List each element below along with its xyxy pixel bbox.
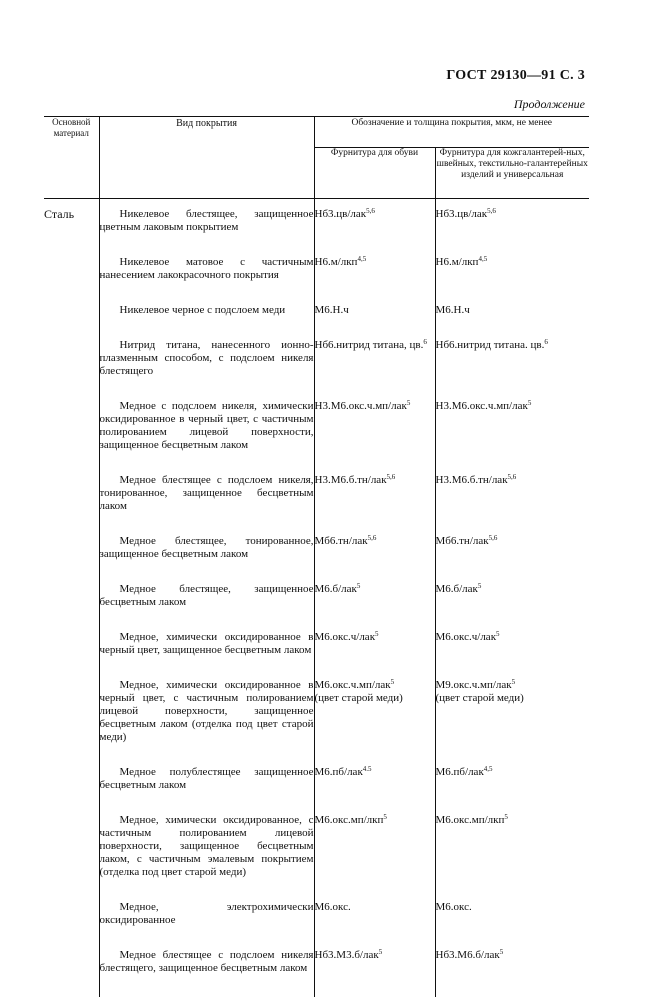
column-header-leather: Фурнитура для кожгалантерей-ных, швейных, текстильно-галантерейных изделий и универсальная (435, 148, 589, 199)
coating-type-text: Медное полублестящее защищенное бесцветным лаком (99, 766, 314, 791)
shoes-designation: М6.окс.ч.мп/лак (314, 679, 391, 691)
table-row (44, 814, 589, 901)
cell-coating-type (99, 766, 314, 814)
shoes-note: (цвет старой меди) (314, 692, 403, 704)
leather-designation: М6.пб/лак (435, 766, 484, 778)
table-row (44, 631, 589, 679)
table-row (44, 679, 589, 766)
shoes-designation: М6.окс.мп/лкп (314, 814, 384, 826)
cell-shoes (314, 814, 435, 901)
cell-shoes (314, 256, 435, 304)
cell-material (44, 304, 99, 339)
cell-shoes (314, 901, 435, 949)
cell-leather (435, 583, 589, 631)
table-row (44, 339, 589, 400)
cell-coating-type (99, 208, 314, 256)
cell-coating-type (99, 814, 314, 901)
shoes-designation: М6.окс.ч/лак (314, 631, 376, 643)
continuation-label: Продолжение (513, 97, 585, 111)
cell-material (44, 339, 99, 400)
table-row (44, 766, 589, 814)
leather-designation: М9.окс.ч.мп/лак (435, 679, 512, 691)
table-row (44, 400, 589, 474)
cell-shoes (314, 208, 435, 256)
leather-footnote-ref: 5 (511, 678, 516, 686)
coating-type-text: Медное, химически оксидированное в черный цвет, защищенное бесцветным лаком (99, 631, 314, 656)
leather-footnote-ref: 5 (496, 630, 500, 638)
leather-footnote-ref: 5 (527, 399, 532, 407)
cell-coating-type (99, 256, 314, 304)
cell-material (44, 901, 99, 949)
cell-leather (435, 631, 589, 679)
coating-type-text: Медное, химически оксидированное, с частичным полированием лицевой поверхности, защищенное бесцветным лаком, с частичным эмалевым покрытием (отделка под цвет старой меди) (99, 814, 314, 878)
coating-type-text: Никелевое блестящее, защищенное цветным лаковым покрытием (99, 208, 314, 233)
table-row (44, 949, 589, 997)
shoes-designation: М6.Н.ч (314, 304, 349, 316)
cell-coating-type (99, 339, 314, 400)
shoes-footnote-ref: 5,6 (386, 473, 396, 481)
cell-material (44, 535, 99, 583)
cell-leather (435, 949, 589, 997)
shoes-footnote-ref: 5 (378, 948, 383, 956)
shoes-footnote-ref: 4.5 (362, 765, 372, 773)
cell-leather (435, 339, 589, 400)
cell-material (44, 631, 99, 679)
column-header-material: Основной материал (44, 117, 99, 199)
shoes-footnote-ref: 5 (356, 582, 361, 590)
cell-coating-type (99, 583, 314, 631)
cell-leather (435, 901, 589, 949)
coating-type-text: Никелевое матовое с частичным нанесением лакокрасочного покрытия (99, 256, 314, 281)
leather-designation: М6.Н.ч (435, 304, 470, 316)
leather-designation: Мб6.тн/лак (435, 535, 489, 547)
coating-type-text: Медное блестящее с подслоем никеля, тонированное, защищенное бесцветным лаком (99, 474, 314, 512)
leather-footnote-ref: 5 (477, 582, 482, 590)
cell-leather (435, 474, 589, 535)
shoes-footnote-ref: 5 (390, 678, 395, 686)
cell-material (44, 679, 99, 766)
cell-material (44, 583, 99, 631)
leather-designation: Н3.М6.б.тн/лак (435, 474, 508, 486)
cell-material (44, 814, 99, 901)
leather-footnote-ref: 5 (499, 948, 504, 956)
shoes-designation: Н3.М6.окс.ч.мп/лак (314, 400, 407, 412)
leather-designation: Нб3.цв/лак (435, 208, 488, 220)
shoes-designation: Н6.м/лкп (314, 256, 358, 268)
cell-shoes (314, 400, 435, 474)
table-row (44, 901, 589, 949)
shoes-designation: М6.б/лак (314, 583, 357, 595)
cell-shoes (314, 304, 435, 339)
cell-material (44, 766, 99, 814)
table-row (44, 256, 589, 304)
table-row (44, 304, 589, 339)
table-row (44, 208, 589, 256)
cell-coating-type (99, 304, 314, 339)
cell-leather (435, 679, 589, 766)
table-row (44, 474, 589, 535)
cell-coating-type (99, 474, 314, 535)
cell-coating-type (99, 949, 314, 997)
cell-leather (435, 256, 589, 304)
cell-material (44, 949, 99, 997)
cell-shoes (314, 583, 435, 631)
leather-designation: М6.б/лак (435, 583, 478, 595)
column-header-coating-type: Вид покрытия (99, 117, 314, 199)
leather-note: (цвет старой меди) (435, 692, 524, 704)
shoes-footnote-ref: 5 (375, 630, 379, 638)
cell-coating-type (99, 535, 314, 583)
coating-type-text: Медное с подслоем никеля, химически оксидированное в черный цвет, с частичным полированием лицевой поверхности, защищенное бесцветным лаком (99, 400, 314, 451)
cell-leather (435, 814, 589, 901)
cell-material (44, 400, 99, 474)
cell-shoes (314, 339, 435, 400)
page-header-doc-code: ГОСТ 29130—91 С. 3 (446, 68, 585, 83)
column-header-shoes: Фурнитура для обуви (314, 148, 435, 199)
cell-leather (435, 535, 589, 583)
cell-leather (435, 400, 589, 474)
leather-footnote-ref: 5,6 (507, 473, 517, 481)
shoes-designation: Мб6.тн/лак (314, 535, 368, 547)
shoes-footnote-ref: 5 (383, 813, 387, 821)
cell-coating-type (99, 901, 314, 949)
shoes-designation: Н3.М6.б.тн/лак (314, 474, 387, 486)
table-row (44, 535, 589, 583)
cell-shoes (314, 474, 435, 535)
cell-material (44, 474, 99, 535)
cell-material: Сталь (44, 208, 99, 256)
coating-type-text: Медное блестящее, тонированное, защищенное бесцветным лаком (99, 535, 314, 560)
shoes-designation: Нб3.цв/лак (314, 208, 367, 220)
coatings-table (44, 116, 589, 997)
cell-leather (435, 766, 589, 814)
leather-designation: М6.окс. (435, 901, 472, 913)
coating-type-text: Нитрид титана, нанесенного ионно-плазменным способом, с подслоем никеля блестящего (99, 339, 314, 377)
leather-footnote-ref: 4,5 (483, 765, 493, 773)
coating-type-text: Медное, химически оксидированное в черный цвет, с частичным полированием лицевой поверхности, защищенное бесцветным лаком (отделка под цвет старой меди) (99, 679, 314, 743)
leather-designation: Н3.М6.окс.ч.мп/лак (435, 400, 528, 412)
leather-footnote-ref: 5,6 (488, 534, 498, 542)
leather-footnote-ref: 6 (544, 338, 548, 346)
leather-designation: М6.окс.ч/лак (435, 631, 497, 643)
cell-coating-type (99, 679, 314, 766)
shoes-footnote-ref: 6 (423, 338, 427, 346)
cell-shoes (314, 949, 435, 997)
leather-designation: М6.окс.мп/лкп (435, 814, 505, 826)
cell-leather (435, 304, 589, 339)
shoes-designation: М6.пб/лак (314, 766, 363, 778)
leather-designation: Нб6.нитрид титана. цв. (435, 339, 545, 351)
cell-coating-type (99, 631, 314, 679)
cell-shoes (314, 679, 435, 766)
leather-footnote-ref: 5,6 (487, 207, 496, 215)
leather-designation: Нб3.М6.б/лак (435, 949, 500, 961)
leather-footnote-ref: 5 (504, 813, 508, 821)
shoes-footnote-ref: 5,6 (366, 207, 375, 215)
shoes-designation: М6.окс. (314, 901, 351, 913)
coating-type-text: Медное блестящее с подслоем никеля блестящего, защищенное бесцветным лаком (99, 949, 314, 974)
coating-type-text: Медное блестящее, защищенное бесцветным лаком (99, 583, 314, 608)
cell-coating-type (99, 400, 314, 474)
shoes-designation: Нб6.нитрид титана, цв. (314, 339, 424, 351)
cell-leather (435, 208, 589, 256)
cell-shoes (314, 535, 435, 583)
leather-designation: Н6.м/лкп (435, 256, 479, 268)
shoes-footnote-ref: 5 (406, 399, 411, 407)
column-header-designation-group: Обозначение и толщина покрытия, мкм, не менее (314, 117, 589, 148)
cell-shoes (314, 766, 435, 814)
leather-footnote-ref: 4,5 (478, 255, 488, 263)
shoes-footnote-ref: 4,5 (357, 255, 367, 263)
shoes-footnote-ref: 5,6 (367, 534, 377, 542)
coating-type-text: Никелевое черное с подслоем меди (119, 304, 286, 316)
cell-material (44, 256, 99, 304)
shoes-designation: Нб3.М3.б/лак (314, 949, 379, 961)
coating-type-text: Медное, электрохимически оксидированное (99, 901, 314, 926)
cell-shoes (314, 631, 435, 679)
table-row (44, 583, 589, 631)
